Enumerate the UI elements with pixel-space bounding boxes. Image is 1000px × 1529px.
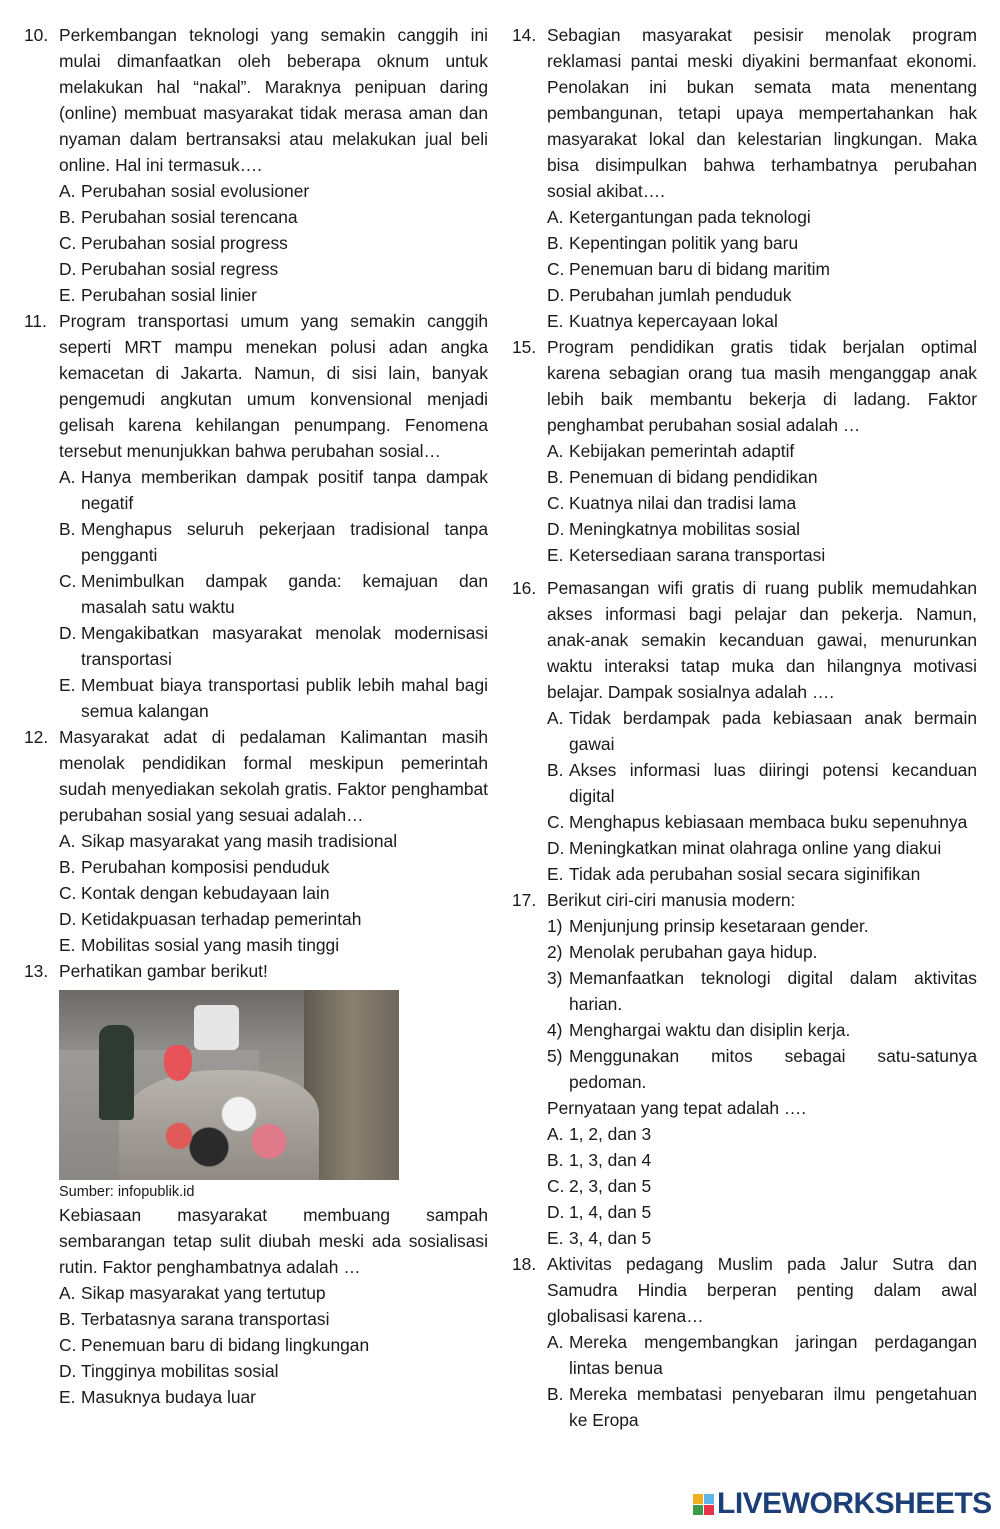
option-letter: D.: [547, 838, 565, 858]
statement-text: Memanfaatkan teknologi digital dalam aktivitas harian.: [569, 968, 977, 1014]
option-text: Meningkatnya mobilitas sosial: [569, 519, 801, 539]
option-text: Sikap masyarakat yang tertutup: [81, 1283, 326, 1303]
liveworksheets-logo: [693, 1489, 992, 1519]
option-text: Ketersediaan sarana transportasi: [569, 545, 826, 565]
option-letter: B.: [59, 207, 76, 227]
option-text: Perubahan sosial terencana: [81, 207, 298, 227]
option-letter: A.: [59, 181, 76, 201]
statement-text: Menghargai waktu dan disiplin kerja.: [569, 1020, 851, 1040]
answer-option[interactable]: [59, 568, 488, 620]
option-text: Perubahan komposisi penduduk: [81, 857, 330, 877]
option-text: 1, 4, dan 5: [569, 1202, 652, 1222]
option-letter: A.: [547, 1124, 564, 1144]
question-10: [24, 22, 488, 308]
answer-option[interactable]: [547, 705, 977, 757]
logo-text: LIVEWORKSHEETS: [717, 1487, 992, 1520]
question-text-continued: Kebiasaan masyarakat membuang sampah sembarangan tetap sulit diubah meski ada sosialisasi rutin. Faktor penghambatnya adalah …: [59, 1205, 488, 1277]
option-letter: B.: [547, 233, 564, 253]
option-text: Perubahan sosial linier: [81, 285, 257, 305]
option-text: Menghapus kebiasaan membaca buku sepenuhnya: [569, 812, 968, 832]
question-18: [512, 1251, 977, 1433]
option-letter: A.: [547, 441, 564, 461]
question-text: Sebagian masyarakat pesisir menolak program reklamasi pantai meski diyakini bermanfaat ekonomi. Penolakan ini bukan semata mata menentang pembangunan, tetapi upaya mempertahankan hak masyarakat lokal dan kelestarian lingkungan. Maka bisa disimpulkan bahwa terhambatnya perubahan sosial akibat….: [547, 25, 977, 201]
statement-item: [547, 1043, 977, 1095]
answer-option[interactable]: [59, 464, 488, 516]
question-14: [512, 22, 977, 334]
answer-option[interactable]: [547, 204, 977, 230]
option-letter: A.: [59, 467, 76, 487]
option-letter: C.: [59, 233, 77, 253]
photo-car: [194, 1005, 239, 1050]
option-letter: E.: [59, 935, 76, 955]
option-text: Kontak dengan kebudayaan lain: [81, 883, 330, 903]
option-letter: D.: [547, 519, 565, 539]
option-text: Kebijakan pemerintah adaptif: [569, 441, 795, 461]
answer-option[interactable]: [547, 1147, 977, 1173]
question-number: 11.: [24, 311, 47, 331]
answer-option[interactable]: [59, 516, 488, 568]
option-letter: C.: [547, 259, 565, 279]
option-letter: E.: [547, 311, 564, 331]
answer-option[interactable]: [547, 438, 977, 464]
option-text: Mereka membatasi penyebaran ilmu pengetahuan ke Eropa: [569, 1384, 977, 1430]
option-letter: A.: [59, 1283, 76, 1303]
question-number: 12.: [24, 727, 49, 747]
statement-text: Menjunjung prinsip kesetaraan gender.: [569, 916, 869, 936]
answer-option[interactable]: [59, 1280, 488, 1306]
option-letter: B.: [59, 1309, 76, 1329]
option-letter: A.: [547, 207, 564, 227]
answer-option[interactable]: [59, 1358, 488, 1384]
statement-text: Menolak perubahan gaya hidup.: [569, 942, 818, 962]
image-caption: Sumber: infopublik.id: [59, 1184, 195, 1200]
option-letter: A.: [547, 1332, 564, 1352]
question-text-continued: Pernyataan yang tepat adalah ….: [547, 1098, 807, 1118]
option-text: Perubahan sosial progress: [81, 233, 288, 253]
option-text: Kuatnya kepercayaan lokal: [569, 311, 778, 331]
answer-option[interactable]: [59, 672, 488, 724]
option-text: Tidak ada perubahan sosial secara siginifikan: [569, 864, 921, 884]
option-text: Tidak berdampak pada kebiasaan anak bermain gawai: [569, 708, 977, 754]
option-text: Mobilitas sosial yang masih tinggi: [81, 935, 340, 955]
option-letter: E.: [59, 675, 76, 695]
answer-option[interactable]: [59, 932, 488, 958]
answer-option[interactable]: [547, 1121, 977, 1147]
option-text: Penemuan baru di bidang lingkungan: [81, 1335, 370, 1355]
answer-option[interactable]: [547, 464, 977, 490]
option-text: Mereka mengembangkan jaringan perdagangan lintas benua: [569, 1332, 977, 1378]
statement-item: [547, 965, 977, 1017]
answer-option[interactable]: [547, 256, 977, 282]
option-letter: D.: [59, 623, 77, 643]
option-text: Menghapus seluruh pekerjaan tradisional tanpa pengganti: [81, 519, 488, 565]
option-letter: D.: [547, 1202, 565, 1222]
option-letter: D.: [59, 909, 77, 929]
question-15: [512, 334, 977, 568]
statement-number: 4): [547, 1020, 563, 1040]
option-letter: B.: [59, 519, 76, 539]
statement-text: Menggunakan mitos sebagai satu-satunya pedoman.: [569, 1046, 977, 1092]
option-letter: C.: [59, 571, 77, 591]
option-letter: C.: [547, 812, 565, 832]
photo-bag: [164, 1045, 192, 1081]
answer-option[interactable]: [59, 178, 488, 204]
option-text: 3, 4, dan 5: [569, 1228, 652, 1248]
option-text: Hanya memberikan dampak positif tanpa dampak negatif: [81, 467, 488, 513]
option-letter: C.: [547, 493, 565, 513]
answer-option[interactable]: [59, 828, 488, 854]
answer-option[interactable]: [59, 1384, 488, 1410]
statement-item: [547, 1017, 977, 1043]
answer-option[interactable]: [547, 308, 977, 334]
photo-rider: [99, 1025, 134, 1120]
option-text: Ketidakpuasan terhadap pemerintah: [81, 909, 362, 929]
answer-option[interactable]: [547, 1381, 977, 1433]
question-number: 13.: [24, 961, 49, 981]
answer-option[interactable]: [547, 1225, 977, 1251]
answer-option[interactable]: [547, 757, 977, 809]
question-11: [24, 308, 488, 724]
option-letter: E.: [59, 285, 76, 305]
option-letter: A.: [59, 831, 76, 851]
statement-number: 2): [547, 942, 563, 962]
option-letter: B.: [547, 1384, 564, 1404]
question-text: Masyarakat adat di pedalaman Kalimantan masih menolak pendidikan formal meskipun pemerintah sudah menyediakan sekolah gratis. Faktor penghambat perubahan sosial yang sesuai adalah…: [59, 727, 488, 825]
option-letter: D.: [547, 285, 565, 305]
answer-option[interactable]: [59, 230, 488, 256]
statement-item: [547, 939, 977, 965]
option-text: Perubahan jumlah penduduk: [569, 285, 792, 305]
statement-number: 5): [547, 1046, 563, 1066]
option-text: 1, 3, dan 4: [569, 1150, 652, 1170]
option-text: Terbatasnya sarana transportasi: [81, 1309, 330, 1329]
question-text: Program transportasi umum yang semakin canggih seperti MRT mampu menekan polusi adan angka kemacetan di Jakarta. Namun, di sisi lain, banyak pengemudi angkutan umum konvensional menjadi gelisah karena kehilangan penumpang. Fenomena tersebut menunjukkan bahwa perubahan sosial…: [59, 311, 488, 461]
live-badge-icon: [693, 1494, 714, 1515]
question-number: 17.: [512, 890, 537, 910]
option-letter: C.: [59, 883, 77, 903]
option-text: Mengakibatkan masyarakat menolak modernisasi transportasi: [81, 623, 488, 669]
option-letter: C.: [547, 1176, 565, 1196]
option-letter: B.: [547, 467, 564, 487]
answer-option[interactable]: [547, 490, 977, 516]
option-letter: E.: [59, 1387, 76, 1407]
option-letter: A.: [547, 708, 564, 728]
option-text: Sikap masyarakat yang masih tradisional: [81, 831, 398, 851]
option-letter: B.: [547, 760, 564, 780]
question-number: 16.: [512, 578, 537, 598]
left-column: [24, 22, 488, 1410]
option-text: Masuknya budaya luar: [81, 1387, 256, 1407]
question-number: 14.: [512, 25, 537, 45]
answer-option[interactable]: [547, 861, 977, 887]
question-number: 15.: [512, 337, 537, 357]
answer-option[interactable]: [59, 282, 488, 308]
option-text: Membuat biaya transportasi publik lebih mahal bagi semua kalangan: [81, 675, 488, 721]
answer-option[interactable]: [547, 542, 977, 568]
answer-option[interactable]: [547, 1173, 977, 1199]
question-text: Perhatikan gambar berikut!: [59, 961, 268, 981]
option-letter: D.: [59, 259, 77, 279]
statement-number: 1): [547, 916, 563, 936]
option-letter: B.: [547, 1150, 564, 1170]
answer-option[interactable]: [547, 809, 977, 835]
option-letter: E.: [547, 1228, 564, 1248]
answer-option[interactable]: [547, 1199, 977, 1225]
photo-trash: [119, 1070, 319, 1180]
right-column: [512, 22, 977, 1433]
question-13: [24, 958, 488, 1410]
answer-option[interactable]: [547, 282, 977, 308]
option-letter: E.: [547, 545, 564, 565]
option-text: Ketergantungan pada teknologi: [569, 207, 811, 227]
option-letter: C.: [59, 1335, 77, 1355]
option-text: 2, 3, dan 5: [569, 1176, 652, 1196]
answer-option[interactable]: [59, 880, 488, 906]
option-text: Menimbulkan dampak ganda: kemajuan dan masalah satu waktu: [81, 571, 488, 617]
question-16: [512, 575, 977, 887]
answer-option[interactable]: [59, 906, 488, 932]
answer-option[interactable]: [59, 256, 488, 282]
option-text: 1, 2, dan 3: [569, 1124, 652, 1144]
answer-option[interactable]: [59, 204, 488, 230]
answer-option[interactable]: [59, 1332, 488, 1358]
option-text: Akses informasi luas diiringi potensi kecanduan digital: [569, 760, 977, 806]
option-text: Kuatnya nilai dan tradisi lama: [569, 493, 797, 513]
question-text: Pemasangan wifi gratis di ruang publik memudahkan akses informasi bagi pelajar dan pekerja. Namun, anak-anak semakin kecanduan gawai, menurunkan waktu interaksi tatap muka dan hilangnya motivasi belajar. Dampak sosialnya adalah ….: [547, 578, 977, 702]
answer-option[interactable]: [59, 620, 488, 672]
question-number: 18.: [512, 1254, 537, 1274]
option-text: Kepentingan politik yang baru: [569, 233, 799, 253]
question-12: [24, 724, 488, 958]
garbage-street-photo: [59, 990, 399, 1180]
question-text: Berikut ciri-ciri manusia modern:: [547, 890, 796, 910]
question-text: Aktivitas pedagang Muslim pada Jalur Sutra dan Samudra Hindia berperan penting dalam awal globalisasi karena…: [547, 1254, 977, 1326]
answer-option[interactable]: [547, 835, 977, 861]
option-letter: D.: [59, 1361, 77, 1381]
question-text: Program pendidikan gratis tidak berjalan optimal karena sebagian orang tua masih menganggap anak lebih baik membantu bekerja di ladang. Faktor penghambat perubahan sosial adalah …: [547, 337, 977, 435]
option-text: Penemuan di bidang pendidikan: [569, 467, 818, 487]
option-text: Meningkatkan minat olahraga online yang diakui: [569, 838, 942, 858]
option-text: Penemuan baru di bidang maritim: [569, 259, 831, 279]
answer-option[interactable]: [59, 854, 488, 880]
answer-option[interactable]: [547, 516, 977, 542]
answer-option[interactable]: [547, 1329, 977, 1381]
option-text: Perubahan sosial regress: [81, 259, 279, 279]
question-number: 10.: [24, 25, 49, 45]
statement-item: [547, 913, 977, 939]
question-text: Perkembangan teknologi yang semakin canggih ini mulai dimanfaatkan oleh beberapa oknum untuk melakukan hal “nakal”. Maraknya penipuan daring (online) membuat masyarakat tidak merasa aman dan nyaman dalam bertransaksi atau melakukan jual beli online. Hal ini termasuk….: [59, 25, 488, 175]
option-letter: E.: [547, 864, 564, 884]
option-letter: B.: [59, 857, 76, 877]
statement-number: 3): [547, 968, 563, 988]
option-text: Tingginya mobilitas sosial: [81, 1361, 279, 1381]
answer-option[interactable]: [59, 1306, 488, 1332]
question-17: [512, 887, 977, 1251]
option-text: Perubahan sosial evolusioner: [81, 181, 310, 201]
answer-option[interactable]: [547, 230, 977, 256]
